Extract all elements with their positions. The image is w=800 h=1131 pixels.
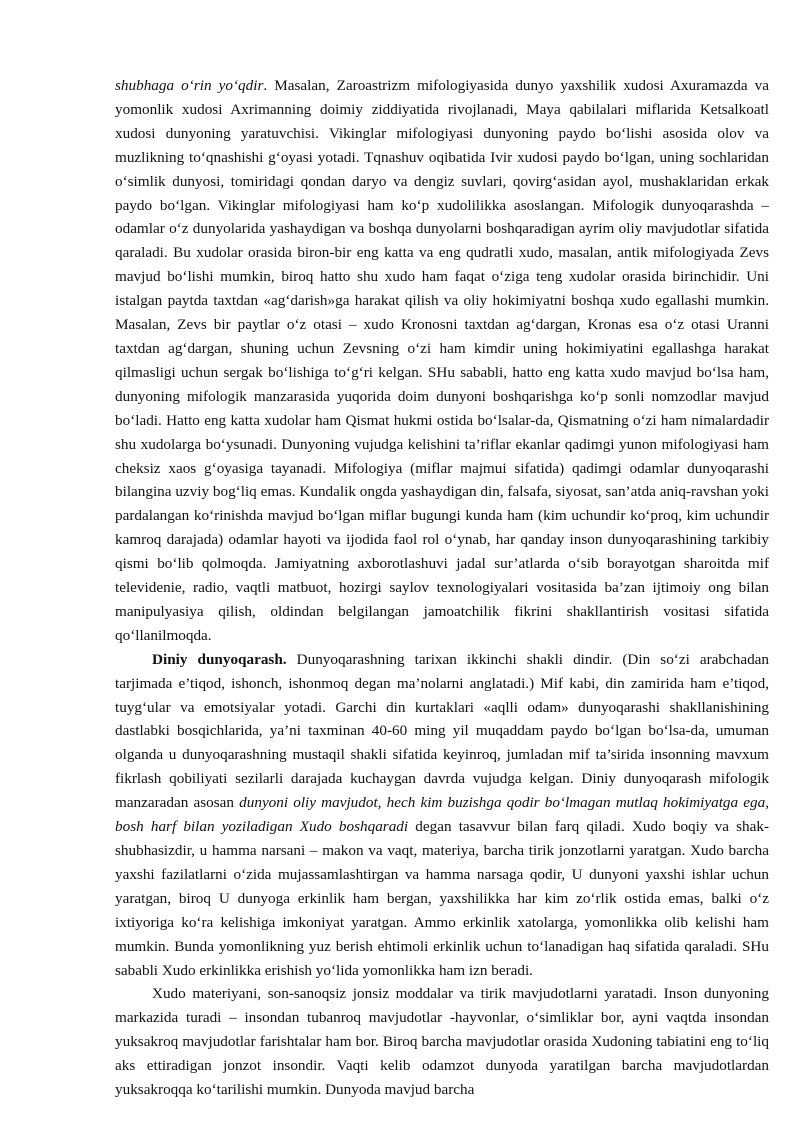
- italic-lead: shubhaga o‘rin yo‘qdir: [115, 77, 264, 94]
- paragraph-text: degan tasavvur bilan farq qiladi. Xudo boqiy va shak-shubhasizdir, u hamma narsani – makon va vaqt, materiya, barcha tirik jonzotlarni yaratgan. Xudo barcha yaxshi fazilatlarni o‘zida mujassamlashtirgan va hamma narsaga qodir, U dunyoni yaxshi ishlar uchun yaratgan, biroq U dunyoga erkinlik ham bergan, yaxshilikka har kim zo‘rlik ostida emas, balki o‘z ixtiyoriga ko‘ra kelishiga imkoniyat yaratgan. Ammo erkinlik xatolarga, yomonlikka olib kelishi ham mumkin. Bunda yomonlikning yuz berish ehtimoli erkinlik uchun to‘lanadigan haq sifatida qaraladi. SHu sababli Xudo erkinlikka erishish yo‘lida yomonlikka ham izn beradi.: [115, 818, 769, 979]
- paragraph-religious-worldview: [115, 648, 769, 983]
- paragraph-text: Dunyoqarashning tarixan ikkinchi shakli dindir. (Din so‘zi arabchadan tarjimada e’tiqod, ishonch, ishonmoq degan ma’nolarni anglatadi.) Mif kabi, din zamirida ham e’tiqod, tuyg‘ular va emotsiyalar yotadi. Garchi din kurtaklari «aqlli odam» dunyoqarashi shakllanishining dastlabki bosqichlarida, ya’ni taxminan 40-60 ming yil muqaddam paydo bo‘lgan bo‘lsa-da, umuman olganda u dunyoqarashning mustaqil shakli sifatida keyinroq, jumladan mif ta’sirida insonning mavxum fikrlash qobiliyati sezilarli darajada kuchaygan davrda vujudga kelgan. Diniy dunyoqarash mifologik manzaradan asosan: [115, 650, 769, 812]
- paragraph-text: . Masalan, Zaroastrizm mifologiyasida dunyo yaxshilik xudosi Axuramazda va yomonlik xudosi Axrimanning doimiy ziddiyatida rivojlanadi, Maya qabilalari miflarida Ketsalkoatl xudosi dunyoning yaratuvchisi. Vikinglar mifologiyasi dunyoning paydo bo‘lishi asosida olov va muzlikning to‘qnashishi g‘oyasi yotadi. Tqnashuv oqibatida Ivir xudosi paydo bo‘lgan, uning sochlaridan o‘simlik dunyosi, tomiridagi qondan daryo va dengiz suvlari, qovirg‘asidan ayol, mushaklaridan erkak paydo bo‘lgan. Vikinglar mifologiyasi ham ko‘p xudolilikka asoslangan. Mifologik dunyoqarashda – odamlar o‘z dunyolarida yashaydigan va boshqa dunyolarni boshqaradigan ayrim oliy mavjudotlar sifatida qaraladi. Bu xudolar orasida biron-bir eng katta va eng qudratli xudo, masalan, antik mifologiyada Zevs mavjud bo‘lishi mumkin, biroq hatto shu xudo ham faqat o‘ziga teng xudolar orasida birinchidir. Uni istalgan paytda taxtdan «ag‘darish»ga harakat qilish va oliy hokimiyatni boshqa xudo egallashi mumkin. Masalan, Zevs bir paytlar o‘z otasi – xudo Kronosni taxtdan ag‘dargan, Kronas esa o‘z otasi Uranni taxtdan ag‘dargan, shuning uchun Zevsning o‘zi ham kimdir uning hokimiyatini egallashga harakat qilmasligi uchun sergak bo‘lishiga to‘g‘ri kelgan. SHu sababli, hatto eng katta xudo mavjud bo‘lsa ham, dunyoning mifologik manzarasida yuqorida doim dunyoni boshqarishga ko‘p sonli nomzodlar mavjud bo‘ladi. Hatto eng katta xudolar ham Qismat hukmi ostida bo‘lsalar-da, Qismatning o‘zi ham nimalardadir shu xudolarga bo‘ysunadi. Dunyoning vujudga kelishini ta’riflar ekanlar qadimgi yunon mifologiyasi ham cheksiz xaos g‘oyasiga tayanadi. Mifologiya (miflar majmui sifatida) qadimgi odamlar dunyoqarashi bilangina uzviy bog‘liq emas. Kundalik ongda yashaydigan din, falsafa, siyosat, san’atda aniq-ravshan yoki pardalangan ko‘rinishda mavjud bo‘lgan miflar bugungi kunda ham (kim uchundir ko‘proq, kim uchundir kamroq darajada) odamlar hayoti va ijodida faol rol o‘ynab, har qanday inson dunyoqarashining tarkibiy qismi bo‘lib qolmoqda. Jamiyatning axborotlashuvi jadal sur’atlarda o‘sib borayotgan sharoitda mif televidenie, radio, vaqtli matbuot, hozirgi saylov texnologiyalari vositasida ba’zan ijtimoiy ong bilan manipulyasiya qilish, oldindan belgilangan jamoatchilik fikrini shakllantirish vositasi sifatida qo‘llanilmoqda.: [115, 77, 770, 644]
- italic-phrase: dunyoni oliy mavjudot, hech kim buzishga qodir bo‘lmagan mutlaq hokimiyatga ega, bosh harf bilan yoziladigan Xudo boshqaradi: [115, 794, 769, 836]
- document-page: [115, 74, 769, 1102]
- paragraph-mythology: [115, 74, 769, 648]
- paragraph-text: Xudo materiyani, son-sanoqsiz jonsiz moddalar va tirik mavjudotlarni yaratadi. Inson dunyoning markazida turadi – insondan tubanroq mavjudotlar -hayvonlar, o‘simliklar bor, ayni vaqtda insondan yuksakroq mavjudotlar farishtalar ham bor. Biroq barcha mavjudotlar orasida Xudoning tabiatini eng to‘liq aks ettiradigan jonzot insondir. Vaqti kelib odamzot dunyoda yaratilgan barcha mavjudotlardan yuksakroqqa ko‘tarilishi mumkin. Dunyoda mavjud barcha: [115, 985, 769, 1099]
- paragraph-creation: [115, 982, 769, 1102]
- section-heading: Diniy dunyoqarash.: [152, 650, 287, 668]
